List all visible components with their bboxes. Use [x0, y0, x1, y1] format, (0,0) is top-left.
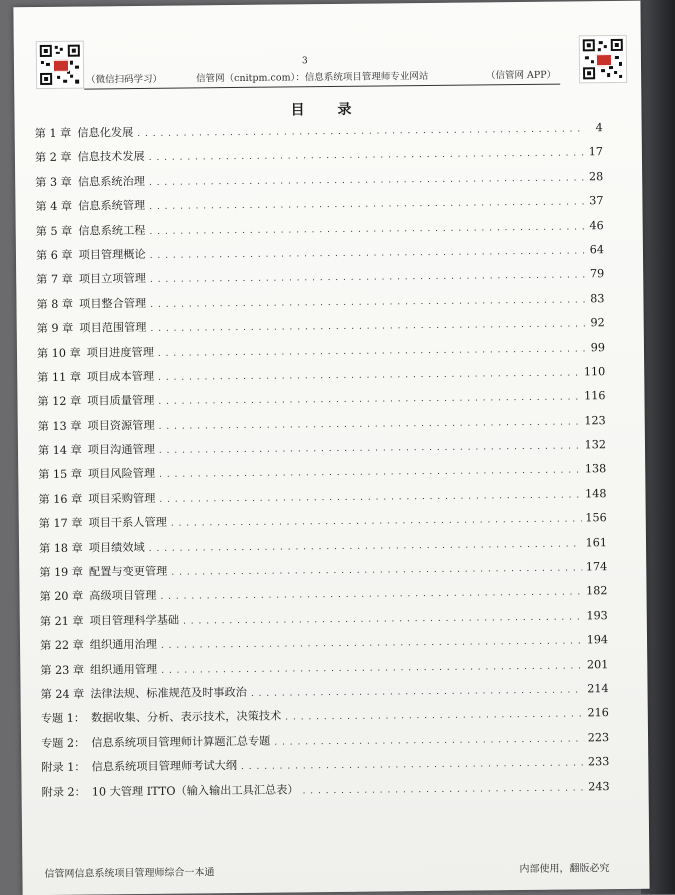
toc-entry-chapter: 第 18 章 [38, 541, 83, 555]
toc-entry-chapter: 第 21 章 [39, 614, 84, 628]
toc-leader-dots [149, 539, 582, 554]
toc-leader-dots [241, 759, 584, 773]
toc-entry-page: 79 [589, 267, 605, 281]
toc-entry-title: 项目整合管理 [79, 296, 147, 311]
toc-leader-dots [150, 319, 586, 334]
toc-leader-dots [150, 246, 586, 261]
toc-leader-dots [285, 710, 583, 723]
toc-entry-page: 132 [584, 438, 607, 452]
toc-entry-page: 37 [589, 194, 604, 208]
toc-entry-chapter: 第 11 章 [37, 370, 82, 384]
toc-entry-title: 项目管理概论 [78, 247, 146, 262]
toc-entry-title: 项目资源管理 [87, 418, 155, 433]
toc-entry-title: 信息技术发展 [77, 150, 145, 165]
toc-entry-page: 193 [586, 608, 608, 623]
toc-entry-chapter: 附录 2： [41, 785, 86, 799]
toc-entry-title: 信息系统工程 [78, 223, 146, 238]
toc-entry-title: 项目风险管理 [87, 467, 156, 482]
toc-entry-chapter: 第 14 章 [37, 443, 82, 458]
toc-entry-page: 223 [587, 730, 610, 745]
toc-entry-chapter: 第 17 章 [38, 516, 83, 531]
toc-entry-chapter: 第 22 章 [39, 638, 84, 653]
toc-leader-dots [183, 612, 582, 626]
toc-entry-title: 项目采购管理 [88, 491, 156, 506]
toc-entry-title: 信息系统治理 [77, 174, 146, 189]
footer-left: 信管网信息系统项目管理师综合一本通 [44, 867, 215, 881]
toc-leader-dots [149, 222, 585, 237]
toc-entry-chapter: 第 4 章 [35, 199, 73, 214]
toc-entry-title: 项目进度管理 [86, 345, 154, 360]
toc-entry-chapter: 专题 2： [41, 736, 86, 750]
toc-entry-page: 216 [587, 706, 609, 720]
toc-entry-page: 201 [586, 657, 609, 671]
toc-entry-title: 数据收集、分析、表示技术，决策技术 [91, 709, 282, 725]
toc-entry-chapter: 第 7 章 [36, 273, 73, 287]
toc-leader-dots [159, 417, 581, 431]
toc-entry-chapter: 专题 1： [40, 711, 86, 726]
toc-entry-page: 214 [587, 682, 609, 696]
toc-entry-title: 项目绩效域 [88, 540, 145, 555]
toc-entry-title: 项目干系人管理 [88, 515, 167, 530]
toc-leader-dots [150, 271, 586, 286]
toc-entry-page: 92 [590, 316, 605, 330]
toc-entry-page: 243 [588, 779, 610, 793]
toc-entry-chapter: 第 9 章 [36, 321, 74, 336]
toc-entry-chapter: 第 12 章 [37, 394, 82, 409]
toc-leader-dots [159, 441, 581, 455]
table-of-contents [35, 119, 610, 808]
toc-leader-dots [274, 734, 583, 747]
toc-entry-page: 46 [589, 218, 604, 232]
toc-leader-dots [137, 124, 585, 139]
toc-leader-dots [158, 393, 580, 407]
toc-entry-page: 83 [590, 291, 605, 306]
toc-entry-title: 信息系统项目管理师考试大纲 [91, 759, 238, 774]
toc-entry-chapter: 第 23 章 [40, 663, 85, 677]
toc-entry-chapter: 第 19 章 [39, 565, 84, 580]
toc-leader-dots [159, 490, 581, 504]
toc-entry-chapter: 第 20 章 [39, 590, 84, 604]
toc-entry-page: 138 [584, 462, 607, 476]
toc-entry-chapter: 附录 1： [41, 760, 86, 775]
toc-entry-title: 信息化发展 [77, 126, 134, 140]
toc-leader-dots [150, 295, 586, 310]
toc-entry-page: 161 [585, 535, 608, 549]
toc-leader-dots [149, 173, 585, 188]
toc-entry-page: 123 [584, 413, 606, 428]
toc-entry-title: 法律法规、标准规范及时事政治 [90, 685, 247, 701]
toc-leader-dots [159, 466, 581, 480]
toc-entry-title: 信息系统管理 [77, 199, 146, 213]
toc-entry-page: 148 [585, 486, 607, 501]
toc-entry-chapter: 第 15 章 [38, 468, 83, 482]
toc-entry-title: 组织通用管理 [89, 662, 158, 677]
toc-leader-dots [302, 783, 584, 796]
toc-leader-dots [158, 344, 587, 358]
toc-entry-title: 项目成本管理 [86, 369, 155, 384]
toc-title: 目 录 [290, 101, 366, 119]
toc-leader-dots [161, 637, 583, 651]
toc-entry-page: 156 [585, 511, 607, 525]
toc-entry-page: 4 [595, 121, 603, 135]
toc-entry-page: 17 [588, 145, 603, 159]
toc-entry-chapter: 第 24 章 [40, 687, 85, 702]
header-right-caption: （信管网 APP） [485, 69, 557, 82]
toc-entry-title: 项目质量管理 [87, 394, 155, 408]
toc-entry-chapter: 第 1 章 [34, 126, 72, 141]
toc-leader-dots [171, 515, 582, 529]
toc-leader-dots [251, 685, 583, 698]
toc-leader-dots [149, 198, 585, 213]
toc-entry-page: 64 [589, 243, 605, 257]
header-center-caption: 信管网（cnitpm.com）：信息系统项目管理师专业网站 [196, 70, 429, 85]
toc-entry-title: 高级项目管理 [89, 589, 157, 603]
footer-right: 内部使用，翻版必究 [519, 863, 610, 876]
toc-entry-title: 配置与变更管理 [88, 564, 168, 579]
toc-entry-page: 110 [583, 365, 606, 379]
toc-entry-chapter: 第 5 章 [35, 224, 73, 238]
toc-entry-page: 174 [585, 560, 608, 574]
qr-code-icon [36, 41, 85, 90]
toc-leader-dots [158, 368, 580, 382]
toc-entry-chapter: 第 2 章 [34, 151, 72, 165]
page-number: 3 [301, 56, 308, 67]
toc-entry-page: 99 [590, 340, 606, 354]
toc-entry-chapter: 第 13 章 [37, 419, 82, 433]
toc-entry-title: 项目管理科学基础 [89, 613, 180, 628]
toc-leader-dots [160, 588, 582, 602]
toc-leader-dots [161, 661, 583, 675]
toc-entry-title: 信息系统项目管理师计算题汇总专题 [91, 734, 271, 750]
toc-entry-chapter: 第 3 章 [35, 175, 72, 189]
toc-entry-title: 组织通用治理 [89, 638, 157, 652]
header-left-caption: （微信扫码学习） [86, 73, 163, 86]
qr-code-icon [579, 35, 628, 84]
toc-entry [41, 778, 609, 808]
toc-entry-page: 116 [584, 389, 606, 403]
toc-leader-dots [171, 563, 582, 577]
toc-entry-page: 28 [588, 169, 604, 184]
toc-entry-page: 233 [587, 755, 610, 769]
toc-entry-title: 项目立项管理 [78, 272, 147, 286]
toc-leader-dots [149, 149, 585, 164]
document-page [13, 1, 649, 895]
toc-entry-title: 10 大管理 ITTO（输入输出工具汇总表） [91, 782, 299, 799]
toc-entry-chapter: 第 8 章 [36, 297, 74, 311]
toc-entry-chapter: 第 6 章 [35, 248, 73, 263]
toc-entry-chapter: 第 10 章 [36, 346, 81, 360]
toc-entry-title: 项目范围管理 [79, 321, 147, 335]
toc-entry-title: 项目沟通管理 [87, 442, 155, 457]
toc-entry-page: 182 [586, 584, 608, 598]
toc-entry-page: 194 [586, 633, 609, 647]
toc-entry-chapter: 第 16 章 [38, 492, 83, 506]
